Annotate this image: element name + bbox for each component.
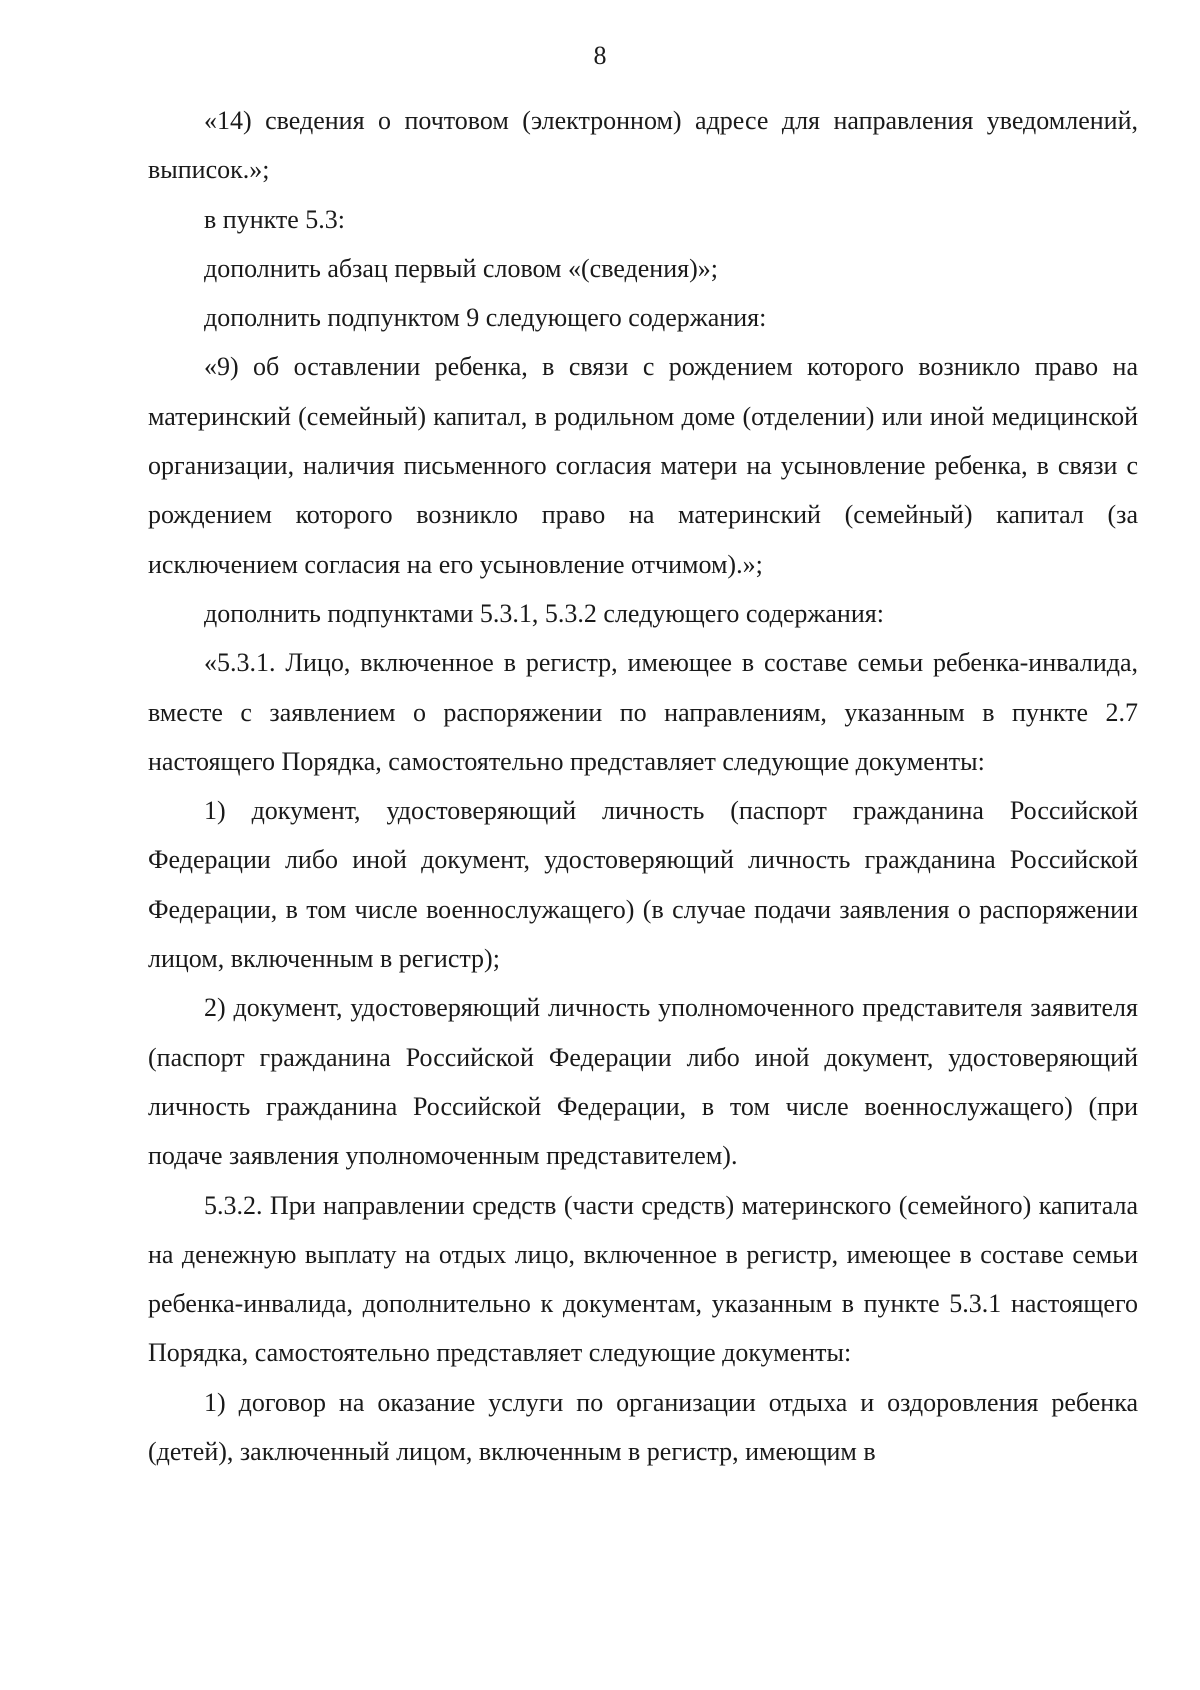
- paragraph: 2) документ, удостоверяющий личность уполномоченного представителя заявителя (паспорт гражданина Российской Федерации либо иной документ, удостоверяющий личность гражданина Российской Федерации, в том числе военнослужащего) (при подаче заявления уполномоченным представителем).: [148, 993, 1138, 1171]
- paragraph: 1) договор на оказание услуги по организации отдыха и оздоровления ребенка (детей), заключенный лицом, включенным в регистр, имеющим в: [148, 1387, 1138, 1467]
- paragraph: «9) об оставлении ребенка, в связи с рождением которого возникло право на материнский (семейный) капитал, в родильном доме (отделении) или иной медицинской организации, наличия письменного согласия матери на усыновление ребенка, в связи с рождением которого возникло право на материнский (семейный) капитал (за исключением согласия на его усыновление отчимом).»;: [148, 352, 1138, 579]
- paragraph: в пункте 5.3:: [204, 204, 346, 234]
- page-number: 8: [593, 41, 607, 70]
- paragraph: дополнить подпунктом 9 следующего содержания:: [204, 303, 767, 333]
- paragraph: «5.3.1. Лицо, включенное в регистр, имеющее в составе семьи ребенка-инвалида, вместе с заявлением о распоряжении по направлениям, указанным в пункте 2.7 настоящего Порядка, самостоятельно представляет следующие документы:: [148, 648, 1138, 776]
- paragraph: дополнить абзац первый словом «(сведения)»;: [204, 253, 718, 283]
- paragraph: 1) документ, удостоверяющий личность (паспорт гражданина Российской Федерации либо иной документ, удостоверяющий личность гражданина Российской Федерации, в том числе военнослужащего) (в случае подачи заявления о распоряжении лицом, включенным в регистр);: [148, 796, 1138, 974]
- paragraph: 5.3.2. При направлении средств (части средств) материнского (семейного) капитала на денежную выплату на отдых лицо, включенное в регистр, имеющее в составе семьи ребенка-инвалида, дополнительно к документам, указанным в пункте 5.3.1 настоящего Порядка, самостоятельно представляет следующие документы:: [148, 1190, 1138, 1368]
- paragraph: дополнить подпунктами 5.3.1, 5.3.2 следующего содержания:: [204, 598, 884, 628]
- paragraph: «14) сведения о почтовом (электронном) адресе для направления уведомлений, выписок.»;: [148, 106, 1138, 185]
- document-body: [148, 96, 1138, 1476]
